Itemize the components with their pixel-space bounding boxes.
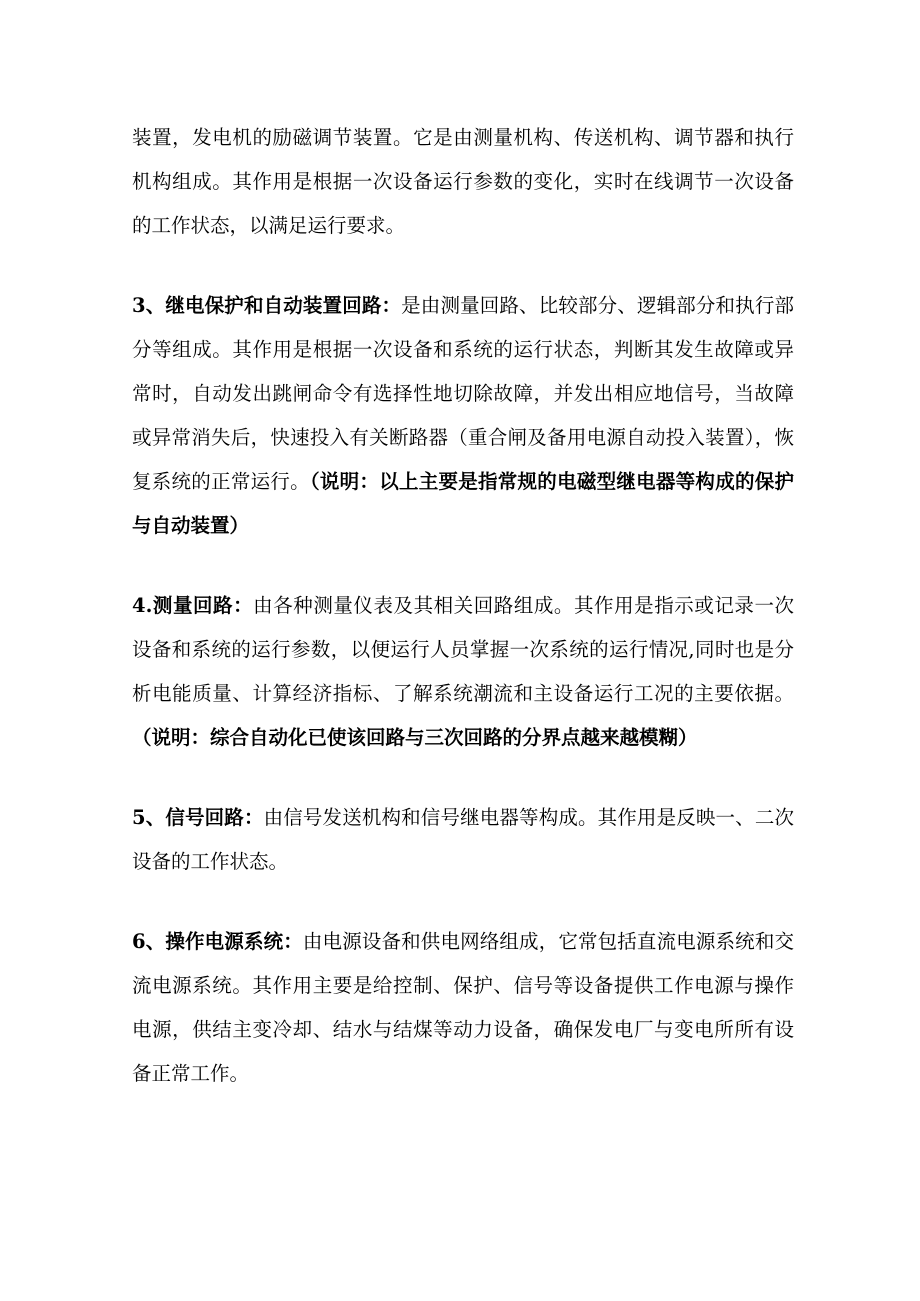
paragraph-text: 装置，发电机的励磁调节装置。它是由测量机构、传送机构、调节器和执行机构组成。其作用是根据一次设备运行参数的变化，实时在线调节一次设备的工作状态，以满足运行要求。 [132,126,794,237]
paragraph-measurement-circuit [132,584,794,760]
paragraph-text: 由各种测量仪表及其相关回路组成。其作用是指示或记录一次设备和系统的运行参数，以便运行人员掌握一次系统的运行情况,同时也是分析电能质量、计算经济指标、了解系统潮流和主设备运行工况的主要依据。 [132,594,794,705]
paragraph-relay-protection-circuit [132,284,794,548]
section-heading: 6、操作电源系统： [132,930,303,953]
explanatory-note: （说明：综合自动化已使该回路与三次回路的分界点越来越模糊） [132,726,698,749]
paragraph-operating-power-system [132,920,794,1096]
explanatory-note: （说明：以上主要是指常规的电磁型继电器等构成的保护与自动装置） [132,470,794,537]
section-heading: 3、继电保护和自动装置回路： [132,294,402,317]
document-body [132,116,794,1096]
paragraph-text: 由信号发送机构和信号继电器等构成。其作用是反映一、二次设备的工作状态。 [132,806,794,873]
paragraph-text: 是由测量回路、比较部分、逻辑部分和执行部分等组成。其作用是根据一次设备和系统的运行状态，判断其发生故障或异常时，自动发出跳闸命令有选择性地切除故障，并发出相应地信号，当故障或异常消失后，快速投入有关断路器（重合闸及备用电源自动投入装置），恢复系统的正常运行。 [132,294,794,493]
paragraph-text: 由电源设备和供电网络组成，它常包括直流电源系统和交流电源系统。其作用主要是给控制、保护、信号等设备提供工作电源与操作电源，供结主变冷却、结水与结煤等动力设备，确保发电厂与变电所所有设备正常工作。 [132,930,794,1085]
section-heading: 4.测量回路： [132,594,254,617]
paragraph-signal-circuit [132,796,794,884]
section-heading: 5、信号回路： [132,806,264,829]
paragraph-excitation-regulation [132,116,794,248]
